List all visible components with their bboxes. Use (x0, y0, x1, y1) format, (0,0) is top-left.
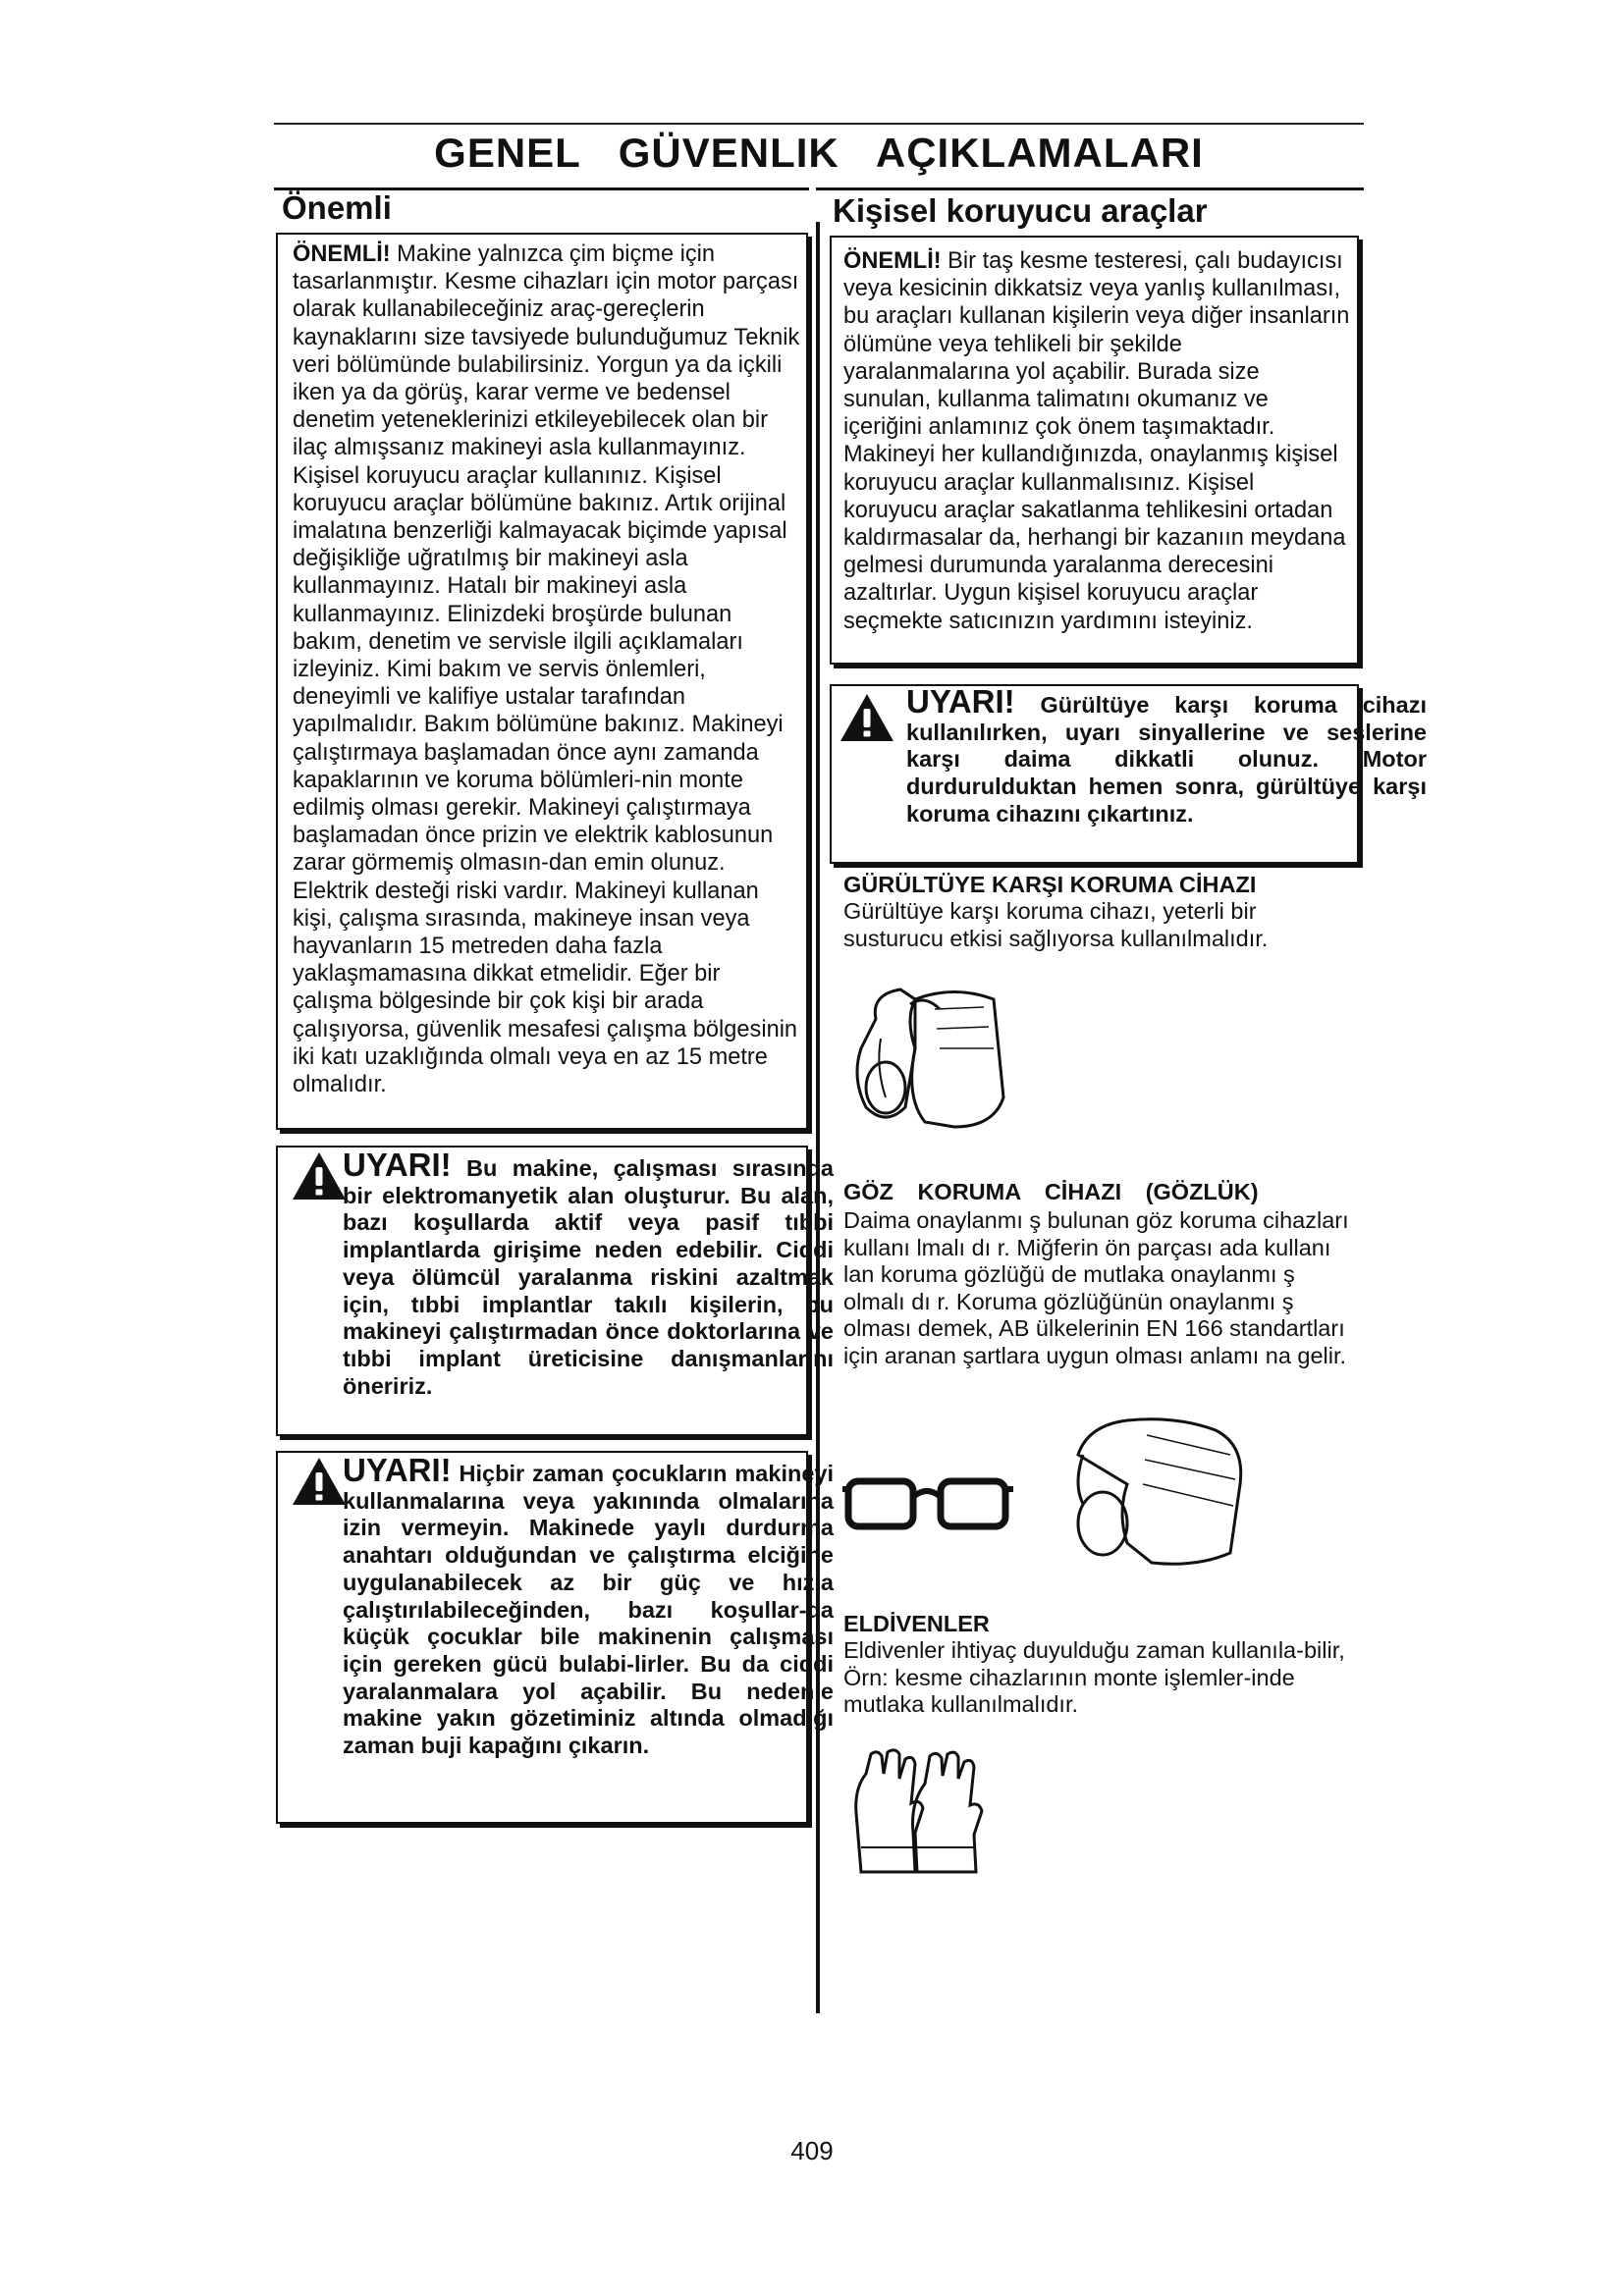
face-shield-helmet-icon (1058, 1415, 1255, 1573)
warning-triangle-icon (291, 1150, 348, 1201)
warning-text: Gürültüye karşı koruma cihazı kullanılırken, uyarı sinyallerine ve seslerine karşı daima dikkatli olunuz. Motor durdurulduktan hemen sonra, gürültüye karşı koruma cihazını çıkartınız. (906, 692, 1427, 827)
safety-glasses-icon (840, 1469, 1017, 1538)
warning-title: UYARI! (343, 1147, 452, 1183)
warning-box-implants (276, 1146, 834, 1436)
eye-section (843, 1179, 1359, 1369)
warning-title: UYARI! (906, 683, 1015, 720)
important-label: ÖNEMLİ! (843, 248, 942, 274)
warning-content-noise (906, 683, 1427, 828)
warning-content-implants (343, 1147, 834, 1400)
noise-section (843, 872, 1349, 952)
right-section-heading: Kişisel koruyucu araçlar (833, 192, 1208, 229)
noise-heading: GÜRÜLTÜYE KARŞI KORUMA CİHAZI (843, 872, 1257, 897)
eye-text: Daima onaylanmı ş bulunan göz koruma cihazları kullanı lmalı dı r. Miğferin ön parçası ada kullanı lan koruma gözlüğü de mutlaka onaylanmı ş olmalı dı r. Koruma gözlüğünün onaylanmı ş olması demek, AB ülkelerinin EN 166 standartları için aranan şartlara uygun olması anlamı na gelir. (843, 1207, 1349, 1368)
gloves-text: Eldivenler ihtiyaç duyulduğu zaman kullanıla-bilir, Örn: kesme cihazlarının monte işlemler-inde mutlaka kullanılmalıdır. (843, 1637, 1345, 1717)
page-title: GENEL GÜVENLIK AÇIKLAMALARI (434, 130, 1204, 176)
warning-box-noise (830, 683, 1427, 864)
warning-text: Hiçbir zaman çocukların makineyi kullanmalarına veya yakınında olmalarına izin vermeyin. Makinede yaylı durdurma anahtarı olduğundan ve çalıştırma elciğine uygulanabilecek az bir güç ve hızla çalıştırılabileceğinden, bazı koşullar-da küçük çocuklar bile makinenin çalışması için gereken gücü bulabi-lirler. Bu da ciddi yaralanmalara yol açabilir. Bu nedenle makine yakın gözetiminiz altında olmadığı zaman buji kapağını çıkarın. (343, 1461, 834, 1759)
noise-text: Gürültüye karşı koruma cihazı, yeterli bir susturucu etkisi sağlıyorsa kullanılmalıdır. (843, 898, 1269, 951)
ear-protector-icon (846, 980, 1033, 1137)
top-rule (274, 123, 1364, 125)
right-heading-rule (816, 187, 1364, 190)
eye-heading: GÖZ KORUMA CİHAZI (GÖZLÜK) (843, 1179, 1259, 1204)
warning-box-children (276, 1451, 834, 1824)
important-label: ÖNEMLİ! (293, 241, 391, 267)
warning-triangle-icon (291, 1456, 348, 1507)
left-section-heading: Önemli (282, 189, 392, 226)
important-box-right (830, 236, 1359, 665)
important-box-left (276, 233, 808, 1130)
gloves-icon (846, 1744, 994, 1882)
page-number: 409 (790, 2136, 834, 2165)
important-paragraph-left (293, 240, 802, 1098)
warning-text: Bu makine, çalışması sırasında bir elektromanyetik alan oluşturur. Bu alan, bazı koşullarda aktif veya pasif tıbbi implantlarda girişime neden edebilir. Ciddi veya ölümcül yaralanma riskini azaltmak için, tıbbi implantlar takılı kişilerin, bu makineyi çalıştırmadan önce doktorlarına ve tıbbi implant üreticisine danışmanlarını öneririz. (343, 1155, 834, 1399)
gloves-section (843, 1611, 1359, 1719)
important-paragraph-right (843, 247, 1353, 635)
important-text: Bir taş kesme testeresi, çalı budayıcısı veya kesicinin dikkatsiz veya yanlış kullanılması, bu araçları kullanan kişilerin veya diğer insanların ölümüne veya tehlikeli bir şekilde yaralanmalarına yol açabilir. Burada size sunulan, kullanma talimatını okumanız ve içeriğini anlamınız çok önem taşımaktadır. Makineyi her kullandığınızda, onaylanmış kişisel koruyucu araçlar kullanmalısınız. Kişisel koruyucu araçlar sakatlanma tehlikesini ortadan kaldırmasalar da, herhangi bir kazanıın meydana gelmesi durumunda yaralanma derecesini azaltırlar. Uygun kişisel koruyucu araçlar seçmekte satıcınızın yardımını isteyiniz. (843, 248, 1350, 634)
important-text: Makine yalnızca çim biçme için tasarlanmıştır. Kesme cihazları için motor parçası olarak kullanabileceğiniz araç-gereçlerin kaynaklarını size tavsiyede bulunduğumuz Teknik veri bölümünde bulabilirsiniz. Yorgun ya da içkili iken ya da görüş, karar verme ve bedensel denetim yeteneklerinizi etkileyebilecek olan bir ilaç almışsanız makineyi asla kullanmayınız. Kişisel koruyucu araçlar kullanınız. Kişisel koruyucu araçlar bölümüne bakınız. Artık orijinal imalatına benzerliği kalmayacak biçimde yapısal değişikliğe uğratılmış bir makineyi asla kullanmayınız. Hatalı bir makineyi asla kullanmayınız. Elinizdeki broşürde bulunan bakım, denetim ve servisle ilgili açıklamaları izleyiniz. Kimi bakım ve servis önlemleri, deneyimli ve kalifiye ustalar tarafından yapılmalıdır. Bakım bölümüne bakınız. Makineyi çalıştırmaya başlamadan önce aynı zamanda kapaklarının ve koruma bölümleri-nin monte edilmiş olması gerekir. Makineyi çalıştırmaya başlamadan önce prizin ve elektrik kablosunun zarar görmemiş olmasın-dan emin olunuz. Elektrik desteği riski vardır. Makineyi kullanan kişi, çalışma sırasında, makineye insan veya hayvanların 15 metreden daha fazla yaklaşmamasına dikkat etmelidir. Eğer bir çalışma bölgesinde bir çok kişi bir arada çalışıyorsa, güvenlik mesafesi çalışma bölgesinin iki katı uzaklığında olmalı veya en az 15 metre olmalıdır. (293, 241, 800, 1098)
warning-title: UYARI! (343, 1452, 452, 1488)
gloves-heading: ELDİVENLER (843, 1611, 990, 1636)
warning-triangle-icon (839, 692, 895, 743)
warning-content-children (343, 1452, 834, 1760)
